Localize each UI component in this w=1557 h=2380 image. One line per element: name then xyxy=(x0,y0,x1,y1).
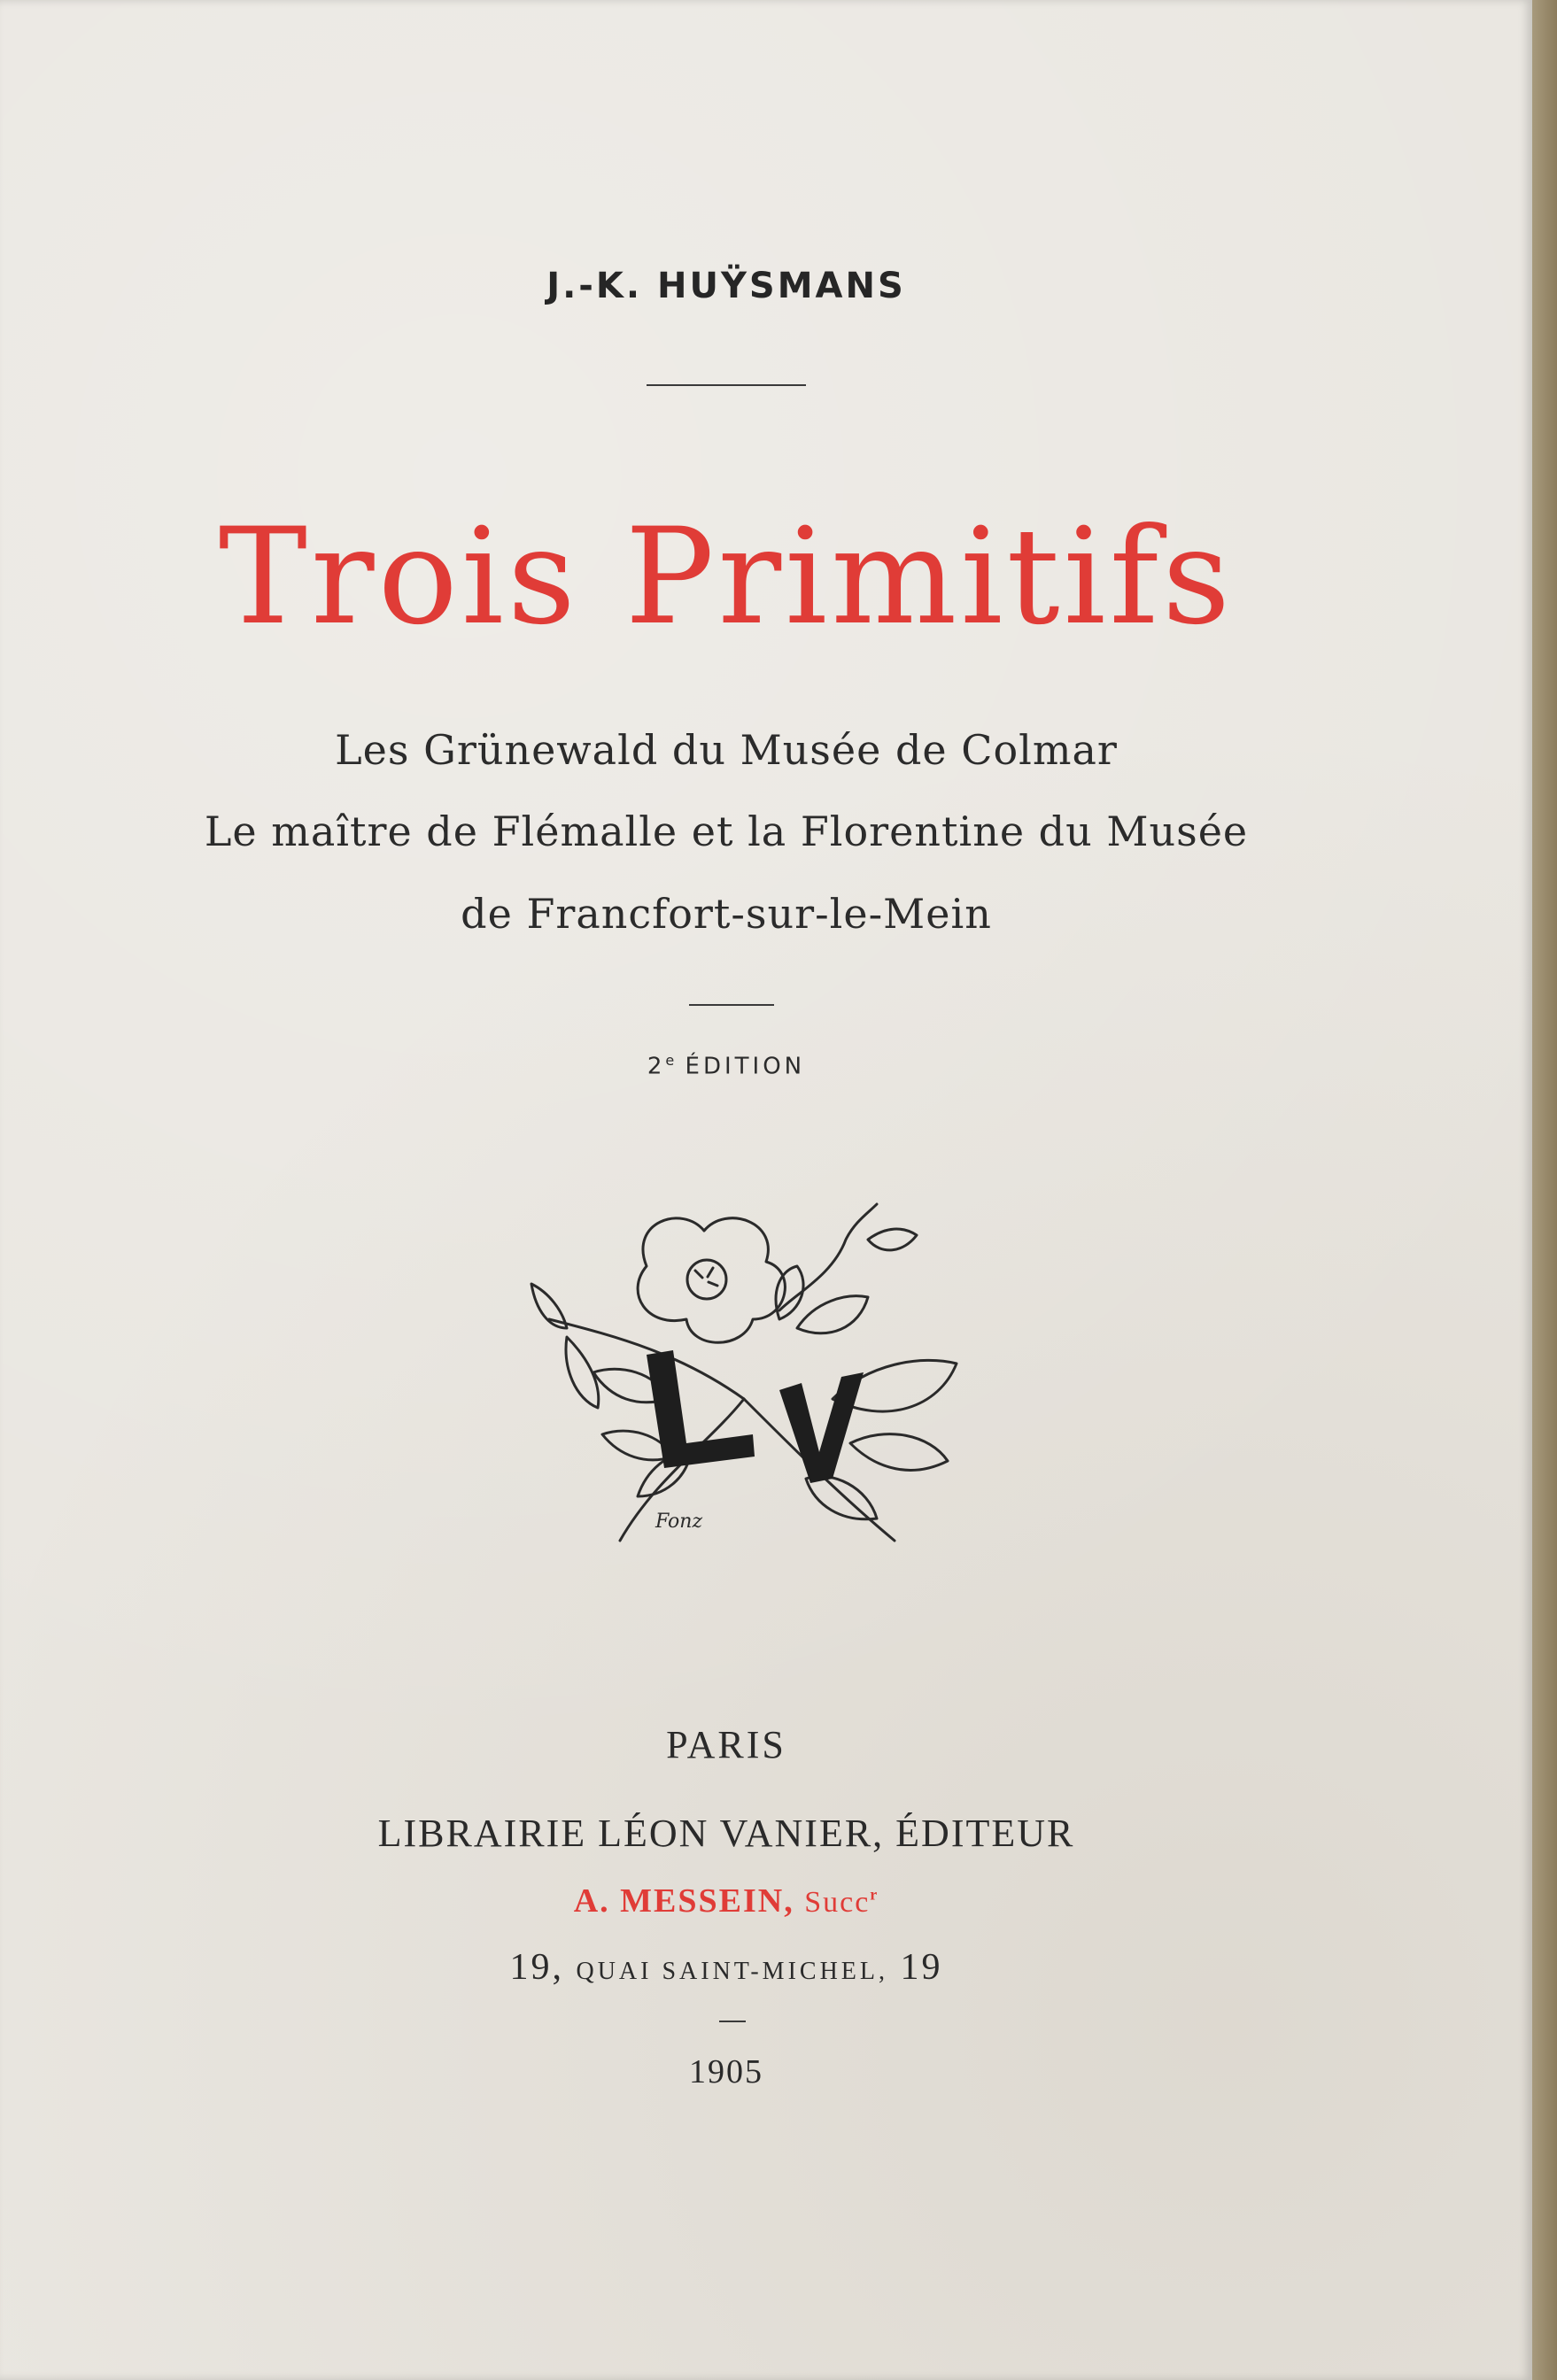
edition-text: ÉDITION xyxy=(685,1053,806,1080)
divider-rule xyxy=(647,384,806,386)
address-number-left: 19, xyxy=(509,1947,564,1988)
subtitle-line: Les Grünewald du Musée de Colmar xyxy=(335,726,1118,774)
book-edge xyxy=(1532,0,1557,2380)
successor-superscript: r xyxy=(870,1885,879,1904)
divider-rule xyxy=(719,2021,746,2022)
edition-superscript: e xyxy=(665,1052,675,1069)
successor-label: Succ xyxy=(804,1886,871,1919)
divider-rule xyxy=(689,1004,774,1006)
author-name: J.-K. HUŸSMANS xyxy=(546,266,906,306)
successor-name: A. MESSEIN, xyxy=(573,1882,794,1920)
subtitle-line: Le maître de Flémalle et la Florentine du Musée xyxy=(204,808,1249,855)
imprint-successor xyxy=(0,1882,1452,1920)
edition-number: 2 xyxy=(647,1053,666,1080)
imprint-city: PARIS xyxy=(666,1723,786,1766)
book-title: Trois Primitifs xyxy=(218,500,1235,654)
floral-monogram-lv-icon xyxy=(514,1186,974,1558)
imprint-address xyxy=(0,1946,1452,1989)
subtitle-line: de Francfort-sur-le-Mein xyxy=(461,890,992,938)
imprint-year: 1905 xyxy=(689,2053,763,2090)
address-number-right: 19 xyxy=(900,1947,943,1988)
emblem-signature: Fonz xyxy=(655,1511,703,1533)
address-street: QUAI SAINT-MICHEL, xyxy=(576,1958,888,1985)
imprint-publisher: LIBRAIRIE LÉON VANIER, ÉDITEUR xyxy=(377,1812,1075,1855)
edition-label xyxy=(0,1052,1452,1080)
